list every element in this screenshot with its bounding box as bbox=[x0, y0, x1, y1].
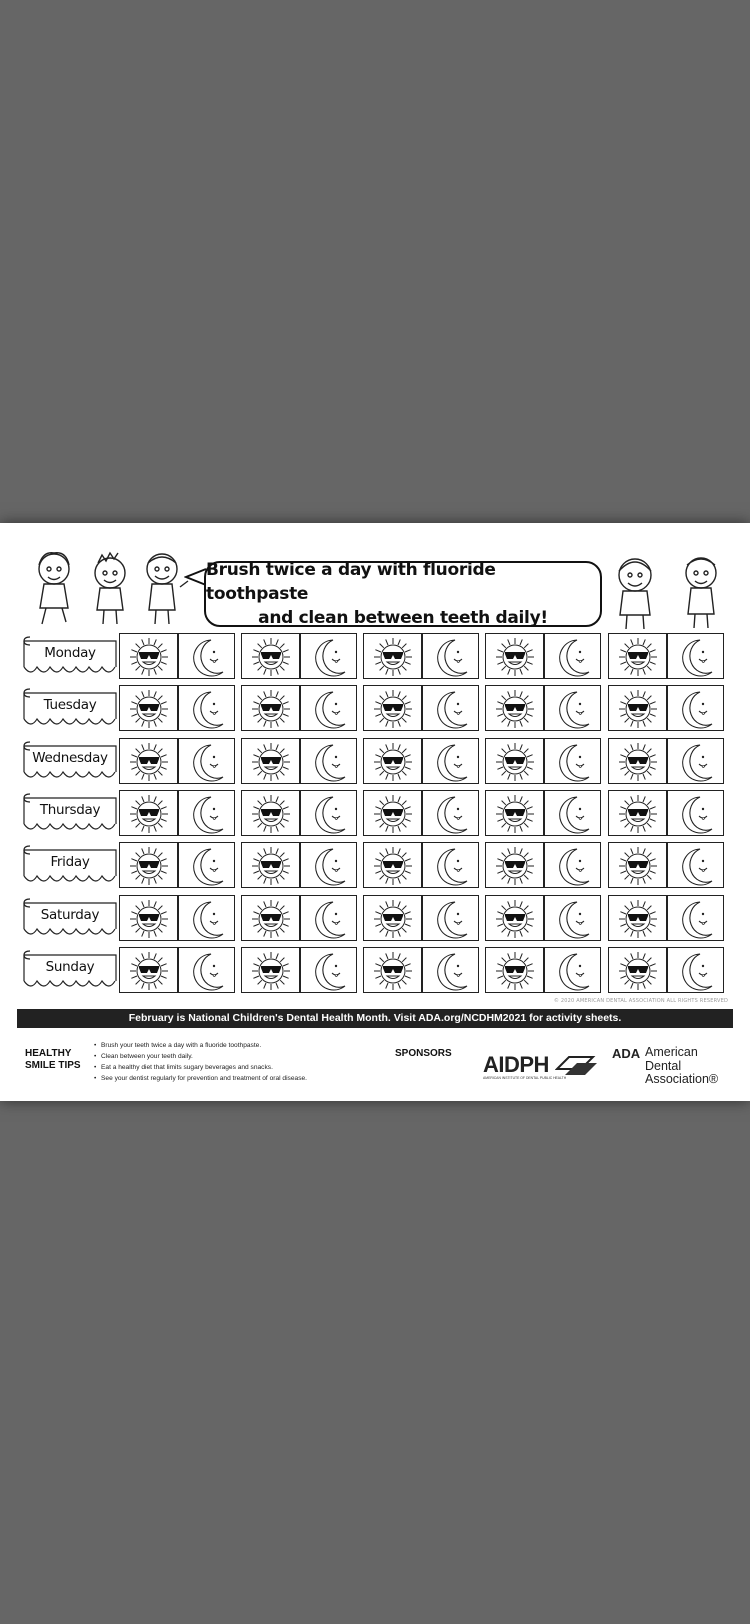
brushing-cell[interactable] bbox=[119, 685, 235, 731]
sun-with-sunglasses-icon[interactable] bbox=[617, 846, 659, 890]
brushing-cell[interactable] bbox=[363, 895, 479, 941]
cell-divider bbox=[421, 791, 423, 835]
brushing-cell[interactable] bbox=[608, 947, 724, 993]
cell-divider bbox=[543, 843, 545, 887]
brushing-cell[interactable] bbox=[119, 842, 235, 888]
smiling-moon-icon[interactable] bbox=[553, 846, 593, 890]
day-label: Wednesday bbox=[32, 749, 108, 766]
smiling-moon-icon[interactable] bbox=[431, 637, 471, 681]
brushing-cell[interactable] bbox=[485, 947, 601, 993]
smiling-moon-icon[interactable] bbox=[309, 794, 349, 838]
cell-divider bbox=[299, 843, 301, 887]
sun-with-sunglasses-icon[interactable] bbox=[617, 899, 659, 943]
smiling-moon-icon[interactable] bbox=[309, 899, 349, 943]
day-tag-sunday bbox=[22, 949, 118, 993]
brushing-cell[interactable] bbox=[485, 895, 601, 941]
smiling-moon-icon[interactable] bbox=[309, 951, 349, 995]
brushing-cell[interactable] bbox=[485, 738, 601, 784]
sun-with-sunglasses-icon[interactable] bbox=[494, 794, 536, 838]
cell-divider bbox=[177, 686, 179, 730]
brushing-chart-sheet bbox=[0, 523, 750, 1101]
cell-divider bbox=[299, 948, 301, 992]
smiling-moon-icon[interactable] bbox=[431, 899, 471, 943]
brushing-cell[interactable] bbox=[485, 790, 601, 836]
smiling-moon-icon[interactable] bbox=[187, 899, 227, 943]
brushing-cell[interactable] bbox=[363, 790, 479, 836]
sun-with-sunglasses-icon[interactable] bbox=[494, 899, 536, 943]
sun-with-sunglasses-icon[interactable] bbox=[250, 899, 292, 943]
cell-divider bbox=[299, 896, 301, 940]
tips-title bbox=[25, 1048, 81, 1072]
cell-divider bbox=[421, 843, 423, 887]
tip-item: • Brush your teeth twice a day with a fluoride toothpaste. bbox=[94, 1040, 307, 1051]
smiling-moon-icon[interactable] bbox=[553, 689, 593, 733]
day-tag-saturday bbox=[22, 897, 118, 941]
sun-with-sunglasses-icon[interactable] bbox=[250, 689, 292, 733]
day-tag-monday bbox=[22, 635, 118, 679]
headline-speech-bubble bbox=[204, 561, 602, 627]
cartoon-kids-right-illustration bbox=[605, 553, 735, 631]
sun-with-sunglasses-icon[interactable] bbox=[250, 637, 292, 681]
cell-divider bbox=[543, 634, 545, 678]
sun-with-sunglasses-icon[interactable] bbox=[494, 689, 536, 733]
smiling-moon-icon[interactable] bbox=[187, 794, 227, 838]
aidph-mark-icon bbox=[555, 1055, 599, 1077]
sun-with-sunglasses-icon[interactable] bbox=[128, 899, 170, 943]
brushing-cell[interactable] bbox=[119, 895, 235, 941]
smiling-moon-icon[interactable] bbox=[309, 846, 349, 890]
cell-divider bbox=[177, 634, 179, 678]
smiling-moon-icon[interactable] bbox=[553, 899, 593, 943]
brushing-cell[interactable] bbox=[119, 790, 235, 836]
brushing-cell[interactable] bbox=[363, 738, 479, 784]
smiling-moon-icon[interactable] bbox=[431, 846, 471, 890]
sun-with-sunglasses-icon[interactable] bbox=[128, 846, 170, 890]
sun-with-sunglasses-icon[interactable] bbox=[250, 951, 292, 995]
sun-with-sunglasses-icon[interactable] bbox=[617, 951, 659, 995]
brushing-cell[interactable] bbox=[608, 738, 724, 784]
cell-divider bbox=[666, 686, 668, 730]
smiling-moon-icon[interactable] bbox=[187, 637, 227, 681]
brushing-cell[interactable] bbox=[485, 685, 601, 731]
day-tag-thursday bbox=[22, 792, 118, 836]
smiling-moon-icon[interactable] bbox=[676, 846, 716, 890]
smiling-moon-icon[interactable] bbox=[553, 637, 593, 681]
brushing-cell[interactable] bbox=[119, 633, 235, 679]
smiling-moon-icon[interactable] bbox=[187, 951, 227, 995]
smiling-moon-icon[interactable] bbox=[187, 742, 227, 786]
sun-with-sunglasses-icon[interactable] bbox=[372, 899, 414, 943]
sun-with-sunglasses-icon[interactable] bbox=[617, 794, 659, 838]
ncdhm-banner bbox=[17, 1009, 733, 1028]
brushing-cell[interactable] bbox=[363, 947, 479, 993]
cell-divider bbox=[543, 948, 545, 992]
day-tag-tuesday bbox=[22, 687, 118, 731]
day-label: Sunday bbox=[45, 958, 95, 975]
cell-divider bbox=[666, 843, 668, 887]
day-label: Saturday bbox=[40, 906, 100, 923]
brushing-cell[interactable] bbox=[608, 633, 724, 679]
brushing-cell[interactable] bbox=[608, 790, 724, 836]
brushing-cell[interactable] bbox=[119, 738, 235, 784]
sun-with-sunglasses-icon[interactable] bbox=[250, 794, 292, 838]
day-label: Thursday bbox=[39, 801, 101, 818]
smiling-moon-icon[interactable] bbox=[431, 794, 471, 838]
banner-text-end: for activity sheets. bbox=[526, 1012, 622, 1024]
day-tag-friday bbox=[22, 844, 118, 888]
cell-divider bbox=[177, 948, 179, 992]
sun-with-sunglasses-icon[interactable] bbox=[372, 846, 414, 890]
sun-with-sunglasses-icon[interactable] bbox=[372, 637, 414, 681]
brushing-cell[interactable] bbox=[241, 947, 357, 993]
banner-text: February is National Children's Dental Health Month. Visit bbox=[128, 1012, 419, 1024]
ada-full-name bbox=[645, 1046, 718, 1087]
brushing-cell[interactable] bbox=[241, 633, 357, 679]
tips-list bbox=[94, 1040, 307, 1084]
ada-name-line-1: American bbox=[645, 1045, 698, 1059]
sun-with-sunglasses-icon[interactable] bbox=[372, 951, 414, 995]
cell-divider bbox=[421, 634, 423, 678]
smiling-moon-icon[interactable] bbox=[309, 689, 349, 733]
sun-with-sunglasses-icon[interactable] bbox=[494, 637, 536, 681]
cell-divider bbox=[177, 791, 179, 835]
cell-divider bbox=[666, 896, 668, 940]
smiling-moon-icon[interactable] bbox=[187, 846, 227, 890]
cell-divider bbox=[421, 896, 423, 940]
brushing-cell[interactable] bbox=[608, 895, 724, 941]
cell-divider bbox=[421, 948, 423, 992]
brushing-cell[interactable] bbox=[485, 842, 601, 888]
sun-with-sunglasses-icon[interactable] bbox=[617, 742, 659, 786]
smiling-moon-icon[interactable] bbox=[676, 794, 716, 838]
cell-divider bbox=[299, 686, 301, 730]
tips-title-line-2: SMILE TIPS bbox=[25, 1060, 81, 1071]
brushing-cell[interactable] bbox=[241, 790, 357, 836]
sun-with-sunglasses-icon[interactable] bbox=[128, 742, 170, 786]
smiling-moon-icon[interactable] bbox=[309, 637, 349, 681]
sun-with-sunglasses-icon[interactable] bbox=[372, 742, 414, 786]
cell-divider bbox=[543, 686, 545, 730]
cell-divider bbox=[177, 896, 179, 940]
smiling-moon-icon[interactable] bbox=[676, 951, 716, 995]
brushing-cell[interactable] bbox=[608, 685, 724, 731]
ada-abbreviation: ADA bbox=[612, 1046, 641, 1061]
headline-line-1: Brush twice a day with fluoride toothpaste bbox=[206, 560, 496, 604]
smiling-moon-icon[interactable] bbox=[553, 794, 593, 838]
cell-divider bbox=[299, 634, 301, 678]
brushing-cell[interactable] bbox=[363, 842, 479, 888]
ada-name-line-2: Dental bbox=[645, 1058, 682, 1073]
brushing-cell[interactable] bbox=[241, 895, 357, 941]
sponsors-label: SPONSORS bbox=[395, 1048, 452, 1059]
tip-item: • Clean between your teeth daily. bbox=[94, 1051, 307, 1062]
brushing-cell[interactable] bbox=[241, 685, 357, 731]
smiling-moon-icon[interactable] bbox=[676, 637, 716, 681]
smiling-moon-icon[interactable] bbox=[187, 689, 227, 733]
cell-divider bbox=[543, 791, 545, 835]
tip-item: • Eat a healthy diet that limits sugary beverages and snacks. bbox=[94, 1062, 307, 1073]
smiling-moon-icon[interactable] bbox=[431, 742, 471, 786]
day-label: Friday bbox=[50, 854, 90, 871]
smiling-moon-icon[interactable] bbox=[431, 689, 471, 733]
copyright-notice: © 2020 AMERICAN DENTAL ASSOCIATION ALL RIGHTS RESERVED bbox=[553, 998, 728, 1004]
cell-divider bbox=[177, 739, 179, 783]
smiling-moon-icon[interactable] bbox=[676, 742, 716, 786]
sun-with-sunglasses-icon[interactable] bbox=[494, 951, 536, 995]
day-label: Tuesday bbox=[43, 697, 97, 714]
brushing-cell[interactable] bbox=[485, 633, 601, 679]
brushing-cell[interactable] bbox=[608, 842, 724, 888]
brushing-cell[interactable] bbox=[363, 685, 479, 731]
cell-divider bbox=[299, 791, 301, 835]
sun-with-sunglasses-icon[interactable] bbox=[128, 951, 170, 995]
cell-divider bbox=[543, 896, 545, 940]
day-label: Monday bbox=[44, 645, 96, 661]
brushing-cell[interactable] bbox=[119, 947, 235, 993]
banner-link[interactable]: ADA.org/NCDHM2021 bbox=[418, 1012, 527, 1024]
cell-divider bbox=[666, 634, 668, 678]
aidph-logo bbox=[483, 1053, 599, 1083]
brushing-cell[interactable] bbox=[241, 842, 357, 888]
sun-with-sunglasses-icon[interactable] bbox=[250, 846, 292, 890]
aidph-full-name: AMERICAN INSTITUTE OF DENTAL PUBLIC HEALTH bbox=[483, 1076, 567, 1080]
tip-item: • See your dentist regularly for prevention and treatment of oral disease. bbox=[94, 1073, 307, 1084]
brushing-cell[interactable] bbox=[363, 633, 479, 679]
cell-divider bbox=[666, 791, 668, 835]
smiling-moon-icon[interactable] bbox=[676, 899, 716, 943]
cartoon-kids-left-illustration bbox=[30, 547, 195, 627]
sun-with-sunglasses-icon[interactable] bbox=[372, 794, 414, 838]
day-tag-wednesday bbox=[22, 740, 118, 784]
ada-logo bbox=[612, 1046, 722, 1096]
sun-with-sunglasses-icon[interactable] bbox=[372, 689, 414, 733]
cell-divider bbox=[543, 739, 545, 783]
sun-with-sunglasses-icon[interactable] bbox=[494, 846, 536, 890]
smiling-moon-icon[interactable] bbox=[309, 742, 349, 786]
cell-divider bbox=[666, 948, 668, 992]
smiling-moon-icon[interactable] bbox=[553, 742, 593, 786]
smiling-moon-icon[interactable] bbox=[676, 689, 716, 733]
tips-title-line-1: HEALTHY bbox=[25, 1048, 72, 1059]
headline-line-2: and clean between teeth daily! bbox=[258, 608, 548, 628]
aidph-logo-text: AIDPH bbox=[483, 1052, 549, 1077]
cell-divider bbox=[177, 843, 179, 887]
sun-with-sunglasses-icon[interactable] bbox=[617, 689, 659, 733]
sun-with-sunglasses-icon[interactable] bbox=[128, 637, 170, 681]
ada-name-line-3: Association® bbox=[645, 1072, 719, 1086]
sun-with-sunglasses-icon[interactable] bbox=[494, 742, 536, 786]
sun-with-sunglasses-icon[interactable] bbox=[250, 742, 292, 786]
cell-divider bbox=[299, 739, 301, 783]
cell-divider bbox=[421, 686, 423, 730]
sun-with-sunglasses-icon[interactable] bbox=[128, 794, 170, 838]
cell-divider bbox=[666, 739, 668, 783]
sun-with-sunglasses-icon[interactable] bbox=[617, 637, 659, 681]
sun-with-sunglasses-icon[interactable] bbox=[128, 689, 170, 733]
brushing-cell[interactable] bbox=[241, 738, 357, 784]
cell-divider bbox=[421, 739, 423, 783]
smiling-moon-icon[interactable] bbox=[553, 951, 593, 995]
smiling-moon-icon[interactable] bbox=[431, 951, 471, 995]
